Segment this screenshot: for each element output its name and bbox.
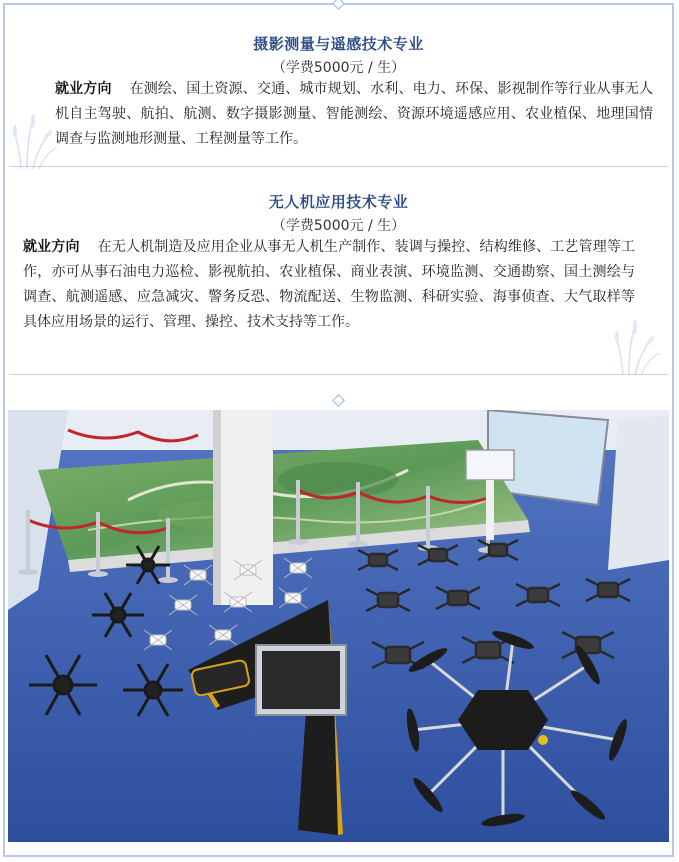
- career-label: 就业方向: [55, 81, 112, 97]
- major-section-photogrammetry: [9, 9, 668, 167]
- career-text: 在无人机制造及应用企业从事无人机生产制作、装调与操控、结构维修、工艺管理等工作，亦可从事石油电力巡检、影视航拍、农业植保、商业表演、环境监测、交通勘察、国土测绘与调查、航测遥感、应急减灾、警务反恐、物流配送、生物监测、科研实验、海事侦查、大气取样等具体应用场景的运行、管理、操控、技术支持等工作。: [23, 239, 636, 330]
- major-title: 摄影测量与遥感技术专业: [253, 35, 424, 53]
- major-section-drone-application: [9, 167, 668, 375]
- career-description: [55, 77, 653, 152]
- career-text: 在测绘、国土资源、交通、城市规划、水利、电力、环保、影视制作等行业从事无人机自主驾驶、航拍、航测、数字摄影测量、智能测绘、资源环境遥感应用、农业植保、地理国情调查与监测地形测量、工程测量等工作。: [55, 81, 654, 147]
- tuition-fee: （学费5000元 / 生）: [271, 60, 406, 76]
- drone-lab-photo: [8, 410, 669, 842]
- career-description: [23, 235, 635, 335]
- career-label: 就业方向: [23, 239, 80, 255]
- major-title: 无人机应用技术专业: [268, 193, 409, 211]
- tuition-fee: （学费5000元 / 生）: [271, 218, 406, 234]
- grass-decoration-icon: [11, 109, 61, 169]
